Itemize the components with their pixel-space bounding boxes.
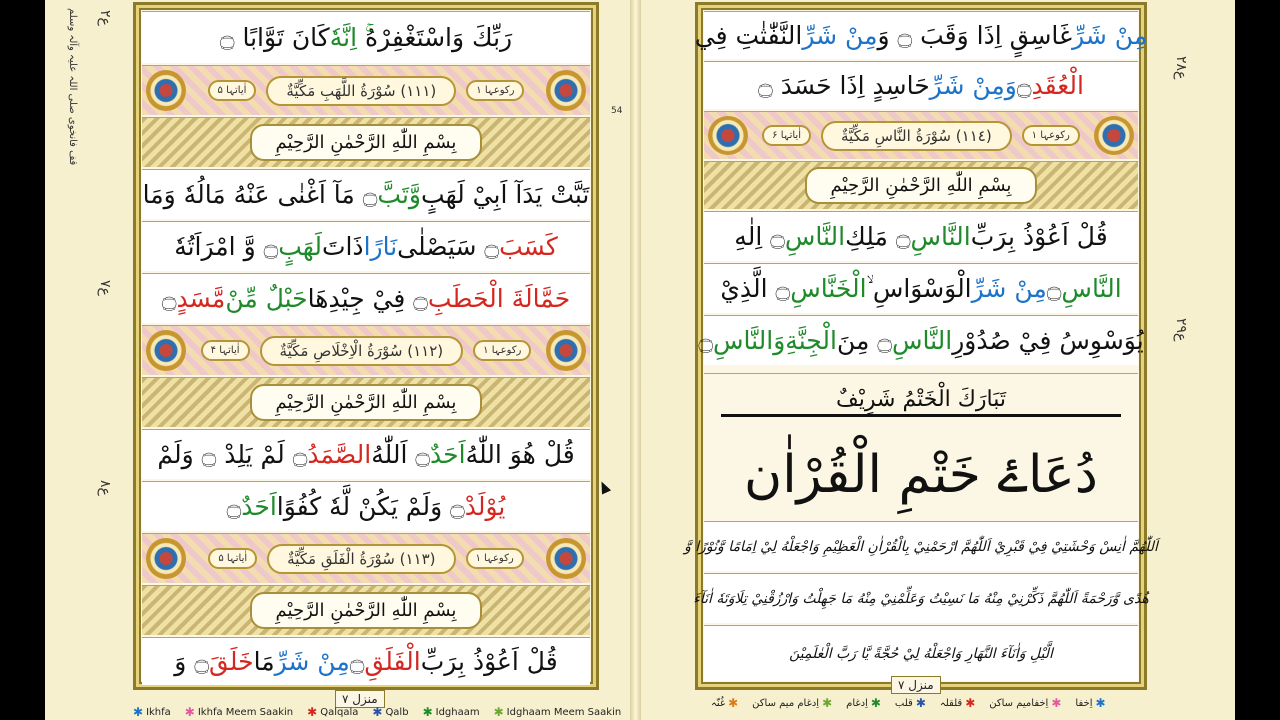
dua-line: اَللّٰهُمَّ اٰنِسْ وَحْشَتِيْ فِيْ قَبْرِيْ اَللّٰهُمَّ ارْحَمْنِيْ بِالْقُرْاٰنِ الْعَظِيْمِ وَاجْعَلْهُ لِيْ اِمَامًا وَّنُوْرًا وَّ [704, 521, 1138, 571]
page-number: 54 [611, 106, 623, 116]
verse-segment: ۝ مَلِكِ [845, 222, 911, 251]
khatam-heading-text: تَبَارَكَ الْخَتْمُ شَرِيْفٌ [836, 387, 1006, 412]
margin-marker-bottom: ع۸ [97, 480, 113, 496]
right-page [641, 0, 1235, 720]
ruku-count: رکوعہا ١ [466, 548, 524, 569]
verse-segment: مِنْ شَرِّ [1072, 21, 1148, 50]
asterisk-icon: ✱ [965, 696, 976, 710]
verse-segment: ۝ مَآ اَغْنٰى عَنْهُ مَالُهٗ وَمَا [142, 180, 378, 209]
verse-segment: ۝ اَللّٰهُ [371, 440, 431, 469]
right-page-frame [684, 2, 1158, 690]
surah-header-lahab [142, 65, 590, 115]
legend-item [372, 705, 408, 719]
legend-item [423, 705, 480, 719]
verse-segment: قُلْ اَعُوْذُ بِرَبِّ [420, 647, 558, 676]
manzil-label: منزل ۷ [335, 690, 385, 708]
legend-item [940, 696, 975, 710]
asterisk-icon: ✱ [915, 696, 926, 710]
verse-line [142, 221, 590, 271]
verse-segment: الْوَسْوَاسِ ۙ [866, 274, 972, 303]
verse-segment: ۝ وَّ امْرَاَتُهٗ [174, 232, 279, 261]
ruku-count: رکوعہا ١ [466, 80, 524, 101]
ayat-count: اٰیاتہا ۴ [201, 340, 250, 361]
left-page-frame [133, 2, 599, 690]
verse-segment: ۝ فِيْ جِيْدِهَا [307, 284, 428, 313]
legend-label: Idghaam Meem Saakin [506, 706, 622, 718]
legend-label: اِخفامیم ساکن [989, 697, 1049, 709]
verse-segment: حَاسِدٍ اِذَا حَسَدَ ۝ [758, 71, 930, 100]
bismillah-text: بِسْمِ اللّٰهِ الرَّحْمٰنِ الرَّحِيْمِ [250, 592, 483, 629]
bismillah-text: بِسْمِ اللّٰهِ الرَّحْمٰنِ الرَّحِيْمِ [250, 384, 483, 421]
dua-title: دُعَاۓ خَتْمِ الْقُرْاٰن [744, 445, 1098, 505]
verse-segment: يُوَسْوِسُ فِيْ صُدُوْرِ [952, 326, 1144, 355]
bismillah-text: بِسْمِ اللّٰهِ الرَّحْمٰنِ الرَّحِيْمِ [805, 167, 1038, 204]
ayat-count: اٰیاتہا ۵ [208, 80, 257, 101]
verse-segment: نَارًا [363, 232, 398, 261]
asterisk-icon: ✱ [422, 705, 433, 719]
verse-line [142, 429, 590, 479]
verse-segment: الْجِنَّةِ [785, 326, 837, 355]
verse-segment: النَّاسِ [1061, 274, 1122, 303]
verse-segment: اَحَدٌ [241, 492, 277, 521]
verse-segment: ۝ [698, 326, 713, 355]
verse-segment: وَّتَبَّ [377, 180, 422, 209]
legend-item [846, 696, 881, 710]
verse-segment: النَّاسِ [891, 326, 953, 355]
legend-item [752, 696, 832, 710]
verse-segment: الْعُقَدِ [1031, 71, 1084, 100]
verse-line [142, 481, 590, 531]
verse-segment: كَانَ تَوَّابًا ۝ [219, 23, 330, 52]
bismillah-band [704, 161, 1138, 209]
verse-segment: ذَاتَ [321, 232, 364, 261]
verse-segment: كَسَبَ [499, 232, 558, 261]
legend-item [133, 705, 171, 719]
legend-label: قلقلہ [939, 697, 963, 709]
verse-segment: ۝ وَ [174, 647, 209, 676]
bismillah-band [142, 117, 590, 167]
verse-segment: ۝ [349, 647, 365, 676]
ornament-icon [546, 538, 586, 579]
verse-segment: وَالنَّاسِ [712, 326, 786, 355]
legend-item [711, 696, 738, 710]
verse-segment: قُلْ اَعُوْذُ بِرَبِّ [970, 222, 1108, 251]
verse-segment: حَبْلٌ مِّنْ [225, 284, 308, 313]
asterisk-icon: ✱ [1051, 696, 1062, 710]
asterisk-icon: ✱ [728, 696, 739, 710]
verse-segment: مَا [253, 647, 275, 676]
bismillah-band [142, 585, 590, 635]
verse-segment: ۝ وَلَمْ يَكُنْ لَّهٗ كُفُوًا [276, 492, 465, 521]
legend-label: اِدغام میم ساکن [752, 697, 820, 709]
ruku-count: رکوعہا ١ [1022, 125, 1080, 146]
verse-segment: مِنْ شَرِّ [802, 21, 878, 50]
verse-segment: ۝ اِلٰهِ [734, 222, 785, 251]
legend-label: Qalqala [320, 706, 359, 718]
left-page [45, 0, 630, 720]
asterisk-icon: ✱ [184, 705, 195, 719]
surah-name: (١١٣) سُوْرَةُ الْفَلَقِ مَكِّيَّةٌ [267, 544, 455, 574]
verse-line [142, 169, 590, 219]
verse-line [694, 11, 1148, 59]
verse-line [142, 637, 590, 685]
legend-label: Qalb [385, 706, 409, 718]
legend-item [1075, 696, 1105, 710]
verse-segment: يُوْلَدْ [464, 492, 506, 521]
ayat-count: اٰیاتہا ۵ [208, 548, 257, 569]
verse-segment: ۝ لَمْ يَلِدْ ۝ وَلَمْ [157, 440, 308, 469]
legend-label: اِدغام [846, 697, 868, 709]
verse-segment: حَمَّالَةَ الْحَطَبِ [427, 284, 571, 313]
verse-segment: مِنْ شَرِّ [971, 274, 1047, 303]
verse-segment: ۝ [226, 492, 242, 521]
ayat-count: اٰیاتہا ۶ [762, 125, 811, 146]
verse-line [698, 315, 1144, 365]
verse-segment: اَحَدٌ [430, 440, 466, 469]
surah-name: (١١٤) سُوْرَةُ النَّاسِ مَكِّيَّةٌ [821, 121, 1012, 151]
verse-line [704, 263, 1138, 313]
bismillah-text: بِسْمِ اللّٰهِ الرَّحْمٰنِ الرَّحِيْمِ [250, 124, 483, 161]
margin-marker-top: ع۲ [97, 10, 113, 26]
legend-label: غُنّہ [711, 697, 726, 709]
verse-line [142, 11, 590, 63]
margin-marker-top: ع۲۸ [1173, 56, 1189, 80]
verse-segment: النَّاسِ [910, 222, 971, 251]
verse-segment: النَّفّٰثٰتِ فِي [694, 21, 803, 50]
side-note: قف فانخوی صلی اللہ علیہ وآلہ وسلم [67, 8, 78, 166]
verse-segment: رَبِّكَ وَاسْتَغْفِرْهُ [364, 23, 513, 52]
dua-line: الَّيْلِ وَاٰنَآءَ النَّهَارِ وَاجْعَلْهُ لِيْ حُجَّةً يَّا رَبَّ الْعٰلَمِيْنَ [704, 625, 1138, 681]
verse-segment: النَّاسِ [784, 222, 846, 251]
legend-item [494, 705, 622, 719]
ornament-icon [708, 116, 748, 155]
verse-line [142, 273, 590, 323]
bismillah-band [142, 377, 590, 427]
verse-line [704, 211, 1138, 261]
asterisk-icon: ✱ [307, 705, 318, 719]
heading-rule [721, 414, 1121, 417]
verse-segment: ۝ سَيَصْلٰى [397, 232, 500, 261]
verse-segment: ۝ [161, 284, 177, 313]
legend-label: قلب [894, 697, 913, 709]
verse-segment: ۝ مِنَ [836, 326, 892, 355]
legend-item [895, 696, 926, 710]
ornament-icon [546, 330, 586, 371]
verse-segment: ۝ الَّذِيْ [720, 274, 791, 303]
surah-header-nas [704, 111, 1138, 159]
tajweed-legend [133, 705, 688, 719]
surah-name: (١١٢) سُوْرَةُ الْاِخْلَاصِ مَكِّيَّةٌ [260, 336, 464, 366]
surah-name: (١١١) سُوْرَةُ اللَّهَبِ مَكِّيَّةٌ [266, 76, 456, 106]
margin-marker-middle: ع۷ [97, 280, 113, 296]
verse-segment: وَمِنْ شَرِّ [929, 71, 1017, 100]
verse-segment: الْخَنَّاسِ [790, 274, 867, 303]
khatam-heading [704, 373, 1138, 430]
verse-segment: خَلَقَ [208, 647, 254, 676]
legend-item [989, 696, 1061, 710]
verse-segment: مِنْ شَرِّ [274, 647, 350, 676]
legend-label: Ikhfa Meem Saakin [197, 706, 294, 718]
legend-item [185, 705, 293, 719]
ornament-icon [1094, 116, 1134, 155]
asterisk-icon: ✱ [1095, 696, 1106, 710]
verse-segment: ۚ اِنَّهٗ [329, 23, 365, 52]
verse-segment: تَبَّتْ يَدَآ اَبِيْ لَهَبٍ [421, 180, 590, 209]
verse-segment: الصَّمَدُ [307, 440, 372, 469]
asterisk-icon: ✱ [870, 696, 881, 710]
surah-header-falaq [142, 533, 590, 583]
verse-segment: الْفَلَقِ [364, 647, 421, 676]
legend-item [307, 705, 358, 719]
verse-segment: قُلْ هُوَ اللّٰهُ [465, 440, 575, 469]
ruku-count: رکوعہا ١ [473, 340, 531, 361]
asterisk-icon: ✱ [493, 705, 504, 719]
verse-segment: ۝ [1016, 71, 1032, 100]
asterisk-icon: ✱ [372, 705, 383, 719]
surah-header-ikhlas [142, 325, 590, 375]
verse-line [704, 61, 1138, 109]
margin-marker-bottom: ع۲۹ [1173, 318, 1189, 342]
book-gutter [630, 0, 641, 720]
verse-segment: غَاسِقٍ اِذَا وَقَبَ ۝ وَ [877, 21, 1073, 50]
asterisk-icon: ✱ [133, 705, 144, 719]
manzil-label: منزل ۷ [891, 676, 941, 694]
ornament-icon [146, 538, 186, 579]
legend-label: اِخفا [1075, 697, 1093, 709]
verse-segment: مَّسَدٍ [176, 284, 226, 313]
legend-label: Idghaam [435, 706, 480, 718]
ornament-icon [146, 70, 186, 111]
verse-segment: ۝ [1046, 274, 1062, 303]
asterisk-icon: ✱ [822, 696, 833, 710]
ornament-icon [146, 330, 186, 371]
verse-segment: لَهَبٍ [278, 232, 322, 261]
dua-line: هُدًى وَّرَحْمَةً اَللّٰهُمَّ ذَكِّرْنِيْ مِنْهُ مَا نَسِيْتُ وَعَلِّمْنِيْ مِنْهُ مَا جَهِلْتُ وَارْزُقْنِيْ تِلَاوَتَهٗ اٰنَآءَ [704, 573, 1138, 623]
legend-label: Ikhfa [146, 706, 171, 718]
tajweed-legend-urdu [711, 696, 1106, 710]
ornament-icon [546, 70, 586, 111]
